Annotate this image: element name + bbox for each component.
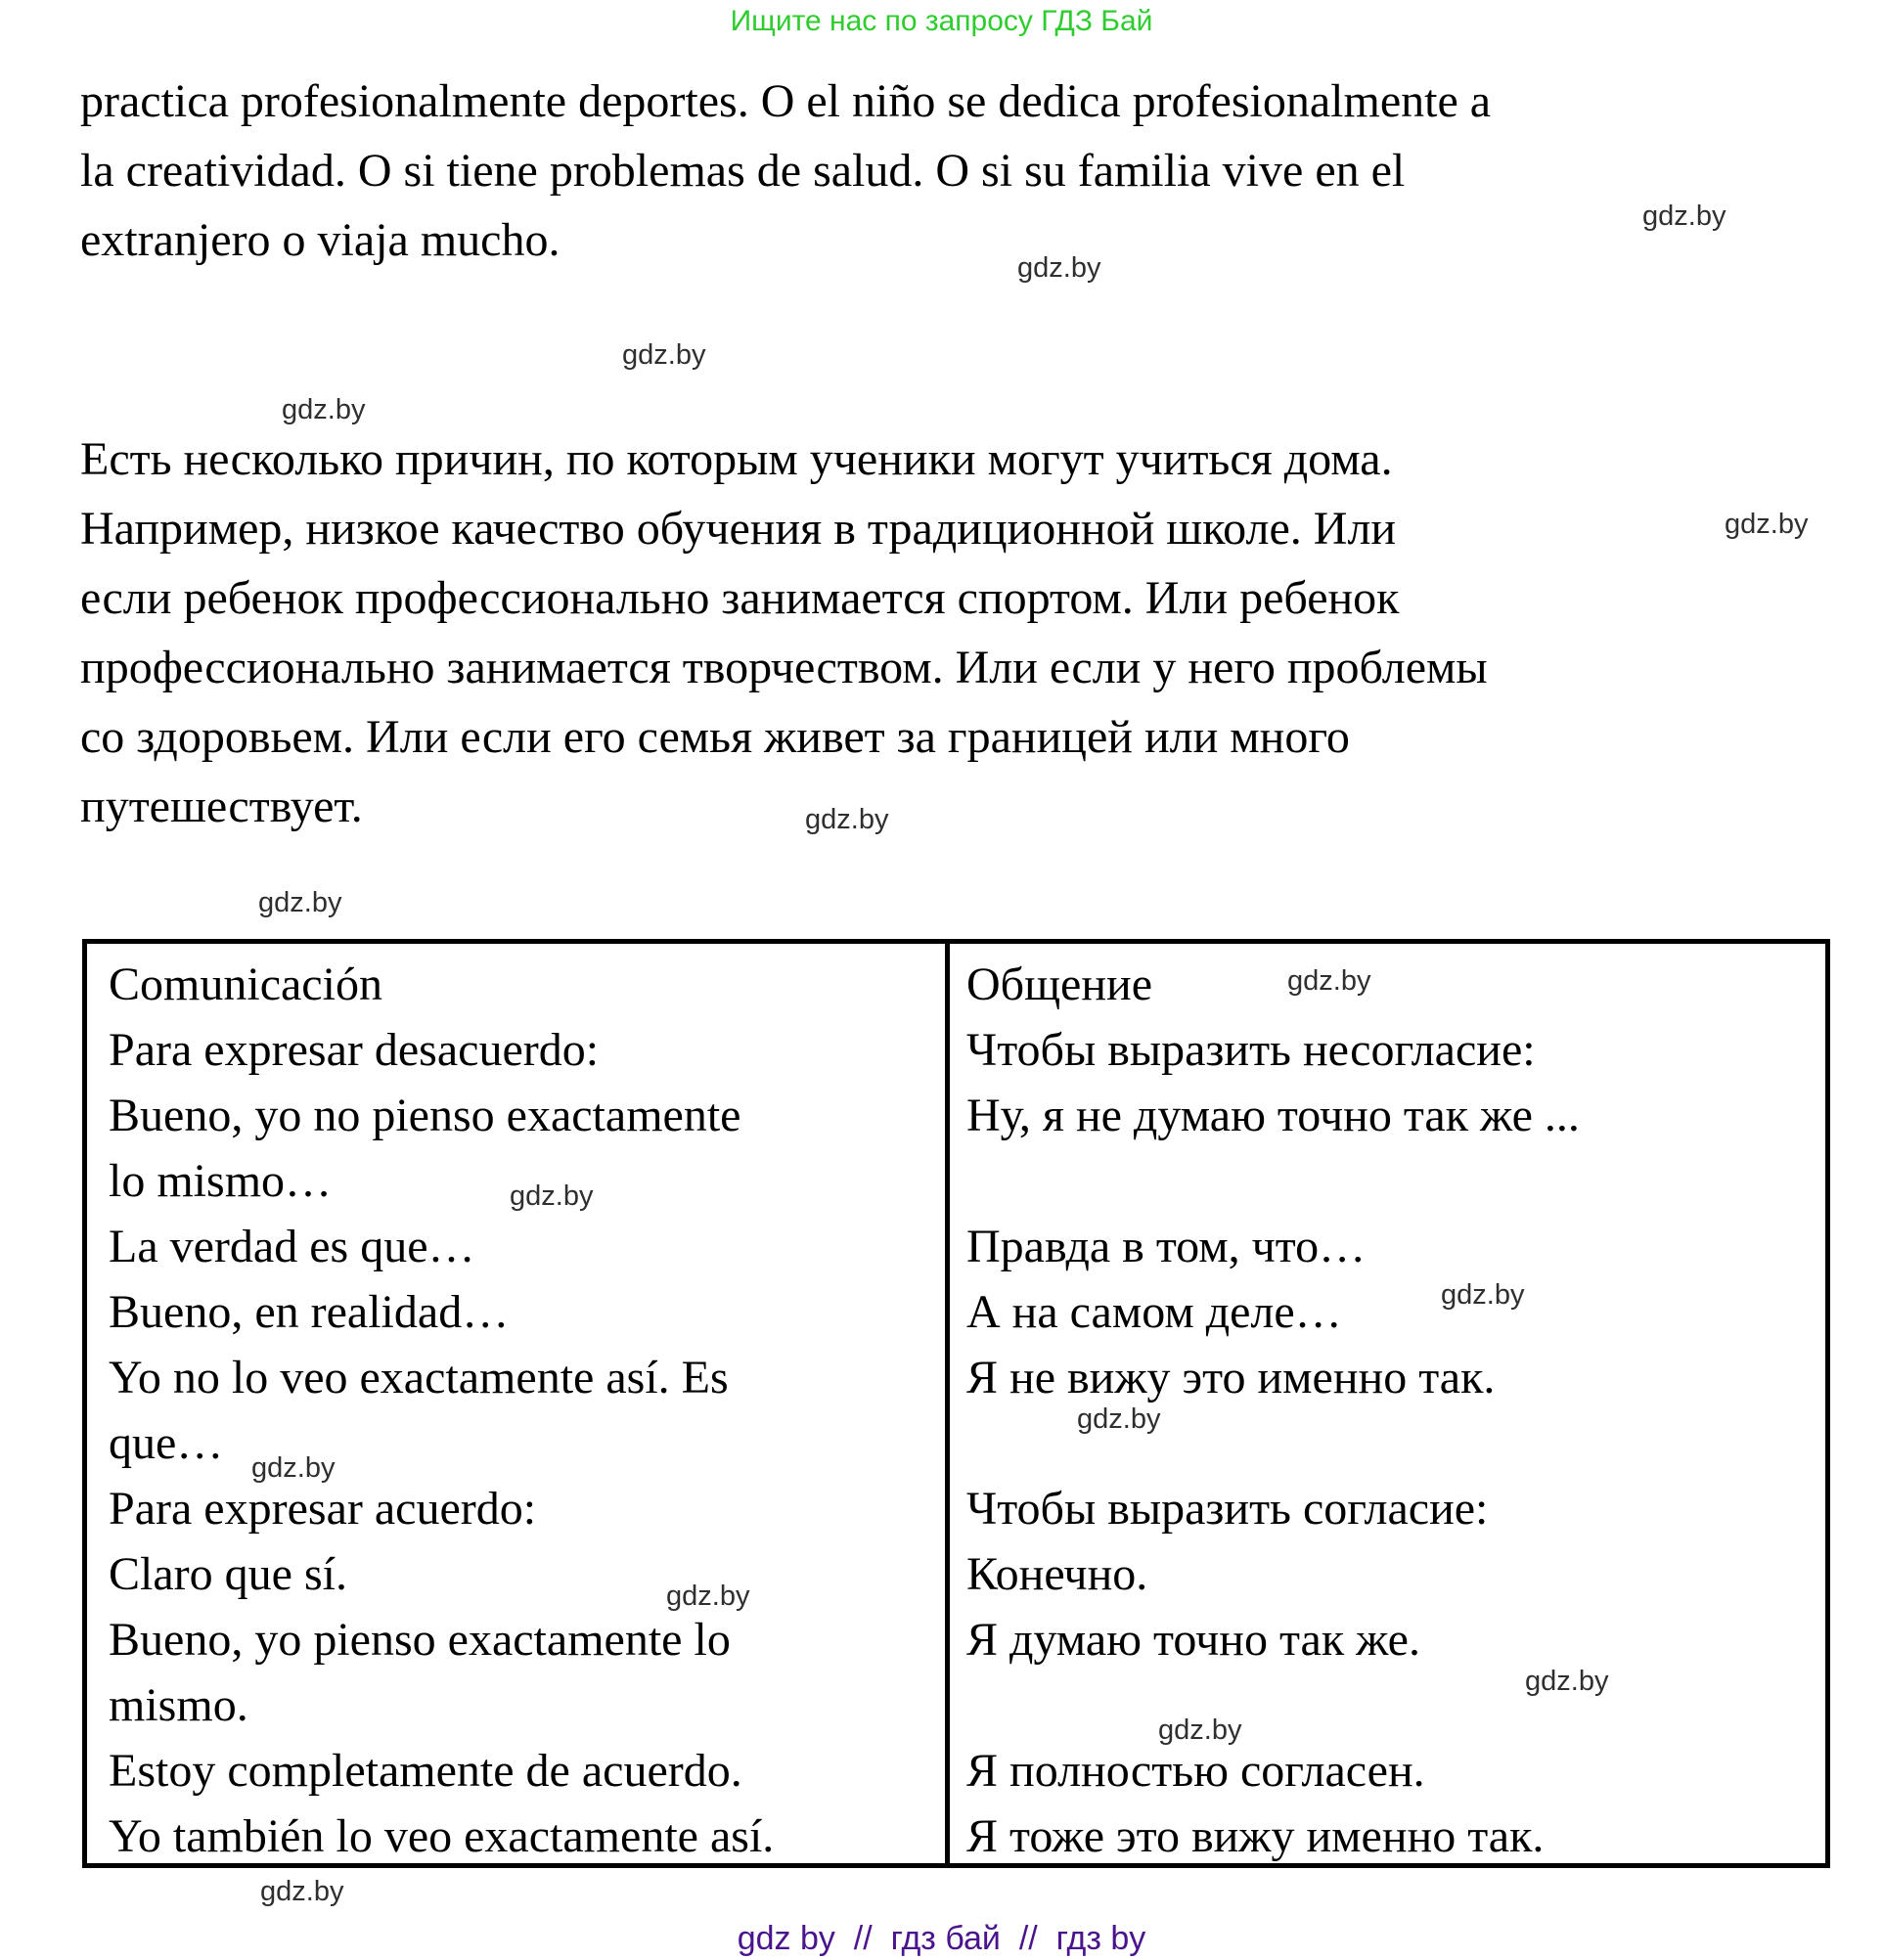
watermark: gdz.by (251, 1452, 336, 1484)
table-cell-line: Estoy completamente de acuerdo. (109, 1745, 742, 1797)
table-cell-line: Я думаю точно так же. (966, 1614, 1420, 1666)
footer-tagline: gdz by // гдз бай // гдз by (737, 1920, 1146, 1957)
table-cell-line: Конечно. (966, 1548, 1148, 1600)
table-column-spanish (87, 944, 945, 1863)
table-cell-line (966, 1672, 1825, 1738)
watermark: gdz.by (622, 339, 706, 371)
watermark: gdz.by (805, 804, 889, 835)
paragraph-line: путешествует. (80, 780, 363, 832)
russian-paragraph (80, 424, 1488, 841)
paragraph-line: la creatividad. O si tiene problemas de salud. O si su familia vive en el (80, 145, 1406, 197)
table-cell-line: Я полностью согласен. (966, 1745, 1425, 1797)
table-cell-line: que… (109, 1417, 224, 1469)
watermark: gdz.by (282, 394, 366, 425)
watermark: gdz.by (258, 887, 342, 918)
paragraph-line: Есть несколько причин, по которым ученики могут учиться дома. (80, 433, 1393, 485)
phrases-table (82, 939, 1830, 1868)
table-cell-line: Bueno, en realidad… (109, 1286, 510, 1338)
paragraph-line: Например, низкое качество обучения в традиционной школе. Или (80, 503, 1397, 555)
paragraph-line: practica profesionalmente deportes. O el niño se dedica profesionalmente a (80, 75, 1492, 127)
watermark: gdz.by (1017, 252, 1101, 284)
watermark: gdz.by (260, 1876, 344, 1907)
spanish-paragraph (80, 67, 1491, 275)
table-cell-line: Para expresar acuerdo: (109, 1483, 537, 1535)
watermark: gdz.by (1642, 200, 1726, 232)
table-cell-line: mismo. (109, 1679, 248, 1731)
paragraph-line: extranjero o viaja mucho. (80, 214, 560, 266)
table-cell-line (966, 1148, 1825, 1214)
table-cell-line: La verdad es que… (109, 1221, 475, 1272)
table-cell-line: Claro que sí. (109, 1548, 347, 1600)
table-cell-line: Общение (966, 958, 1153, 1010)
watermark: gdz.by (1158, 1715, 1242, 1746)
watermark: gdz.by (1287, 965, 1371, 997)
watermark: gdz.by (1725, 509, 1809, 540)
table-cell-line: Я не вижу это именно так. (966, 1352, 1496, 1403)
table-cell-line: Yo también lo veo exactamente así. (109, 1810, 775, 1862)
watermark: gdz.by (1525, 1666, 1609, 1697)
paragraph-line: если ребенок профессионально занимается спортом. Или ребенок (80, 572, 1400, 624)
table-cell-line: А на самом деле… (966, 1286, 1342, 1338)
table-cell-line: Правда в том, что… (966, 1221, 1367, 1272)
paragraph-line: профессионально занимается творчеством. Или если у него проблемы (80, 642, 1488, 693)
watermark: gdz.by (1441, 1279, 1525, 1311)
table-cell-line: Bueno, yo pienso exactamente lo (109, 1614, 731, 1666)
table-cell-line: Я тоже это вижу именно так. (966, 1810, 1545, 1862)
table-cell-line: Чтобы выразить согласие: (966, 1483, 1489, 1535)
watermark: gdz.by (510, 1180, 594, 1212)
table-cell-line: Чтобы выразить несогласие: (966, 1024, 1536, 1076)
table-cell-line: Para expresar desacuerdo: (109, 1024, 600, 1076)
table-cell-line: Ну, я не думаю точно так же ... (966, 1090, 1580, 1141)
table-cell-line: Bueno, yo no pienso exactamente (109, 1090, 741, 1141)
table-cell-line: lo mismo… (109, 1155, 333, 1207)
paragraph-line: со здоровьем. Или если его семья живет за границей или много (80, 711, 1350, 763)
watermark: gdz.by (1077, 1403, 1161, 1435)
watermark: gdz.by (666, 1581, 750, 1612)
table-cell-line: Yo no lo veo exactamente así. Es (109, 1352, 729, 1403)
promo-banner: Ищите нас по запросу ГДЗ Бай (730, 5, 1153, 37)
table-cell-line: Comunicación (109, 958, 382, 1010)
